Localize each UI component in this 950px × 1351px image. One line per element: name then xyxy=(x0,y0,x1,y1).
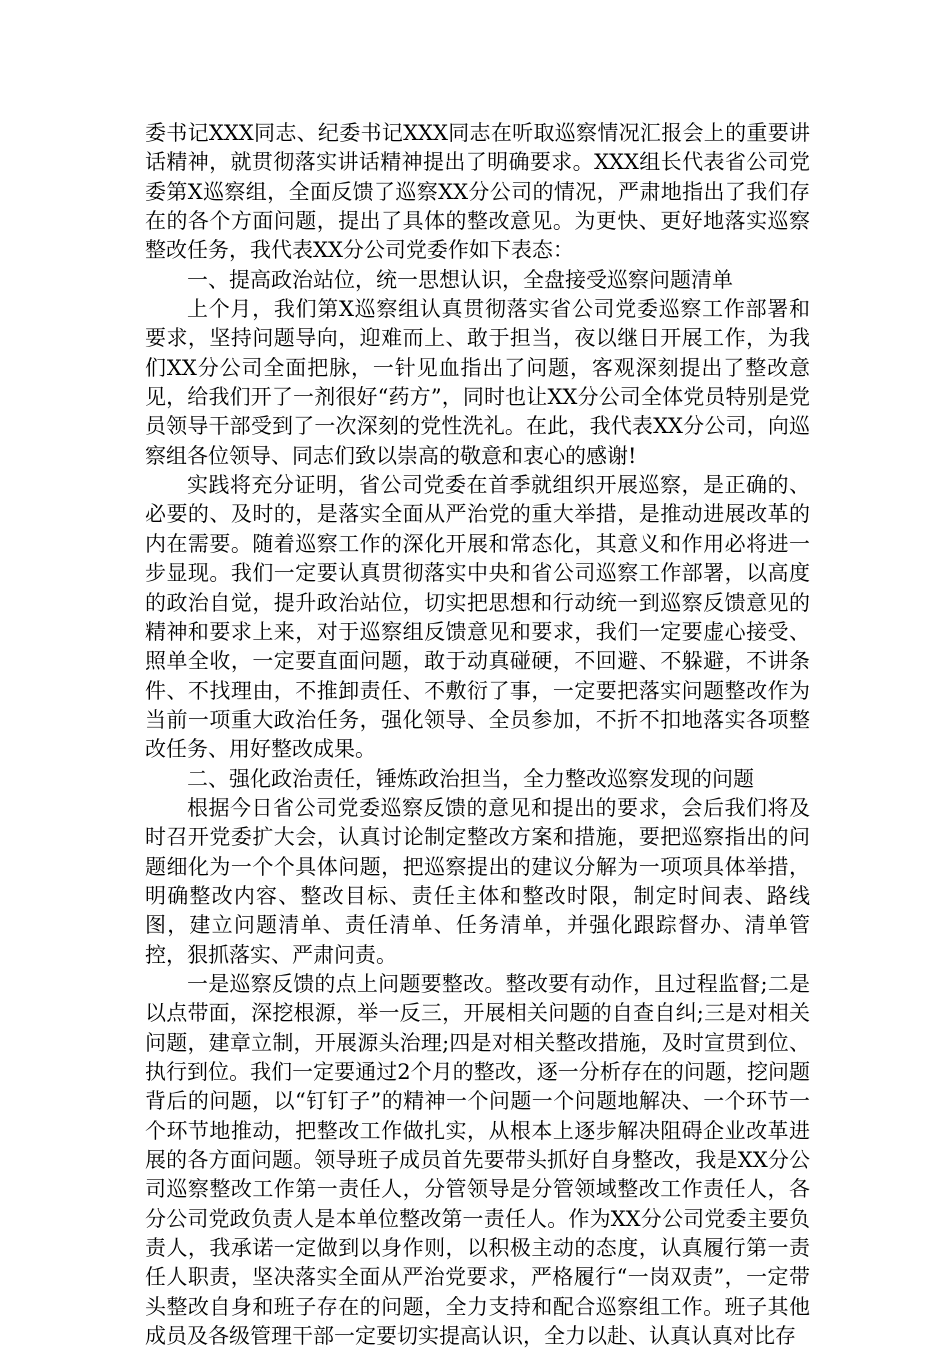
document-body xyxy=(145,119,810,1351)
paragraph-plan: 根据今日省公司党委巡察反馈的意见和提出的要求，会后我们将及时召开党委扩大会，认真讨论制定整改方案和措施，要把巡察指出的问题细化为一个个具体问题，把巡察提出的建议分解为一项项具体举措，明确整改内容、整改目标、责任主体和整改时限，制定时间表、路线图，建立问题清单、责任清单、任务清单，并强化跟踪督办、清单管控，狠抓落实、严肃问责。 xyxy=(145,795,810,967)
section-heading-1: 一、提高政治站位，统一思想认识，全盘接受巡察问题清单 xyxy=(187,267,733,292)
paragraph-thanks: 上个月，我们第X巡察组认真贯彻落实省公司党委巡察工作部署和要求，坚持问题导向，迎难而上、敢于担当，夜以继日开展工作，为我们XX分公司全面把脉，一针见血指出了问题，客观深刻提出了整改意见，给我们开了一剂很好“药方”，同时也让XX分公司全体党员特别是党员领导干部受到了一次深刻的党性洗礼。在此，我代表XX分公司，向巡察组各位领导、同志们致以崇高的敬意和衷心的感谢! xyxy=(145,297,810,468)
paragraph-rectification: 一是巡察反馈的点上问题要整改。整改要有动作，且过程监督;二是以点带面，深挖根源，举一反三，开展相关问题的自查自纠;三是对相关问题，建章立制，开展源头治理;四是对相关整改措施，及时宣贯到位、执行到位。我们一定要通过2个月的整改，逐一分析存在的问题，挖问题背后的问题，以“钉钉子”的精神一个问题一个问题地解决、一个环节一个环节地推动，把整改工作做扎实，从根本上逐步解决阻碍企业改革进展的各方面问题。领导班子成员首先要带头抓好自身整改，我是XX分公司巡察整改工作第一责任人，分管领导是分管领域整改工作责任人，各分公司党政负责人是本单位整改第一责任人。作为XX分公司党委主要负责人，我承诺一定做到以身作则，以积极主动的态度，认真履行第一责任人职责，坚决落实全面从严治党要求，严格履行“一岗双责”，一定带头整改自身和班子存在的问题，全力支持和配合巡察组工作。班子其他成员及各级管理干部一定要切实提高认识，全力以赴、认真认真对比存 xyxy=(145,971,810,1349)
paragraph-intro: 委书记XXX同志、纪委书记XXX同志在听取巡察情况汇报会上的重要讲话精神，就贯彻落实讲话精神提出了明确要求。XXX组长代表省公司党委第X巡察组，全面反馈了巡察XX分公司的情况，严肃地指出了我们存在的各个方面问题，提出了具体的整改意见。为更快、更好地落实巡察整改任务，我代表XX分公司党委作如下表态： xyxy=(145,121,810,263)
section-heading-2: 二、强化政治责任，锤炼政治担当，全力整改巡察发现的问题 xyxy=(187,766,754,791)
paragraph-practice: 实践将充分证明，省公司党委在首季就组织开展巡察，是正确的、必要的、及时的，是落实全面从严治党的重大举措，是推动进展改革的内在需要。随着巡察工作的深化开展和常态化，其意义和作用必将进一步显现。我们一定要认真贯彻落实中央和省公司巡察工作部署，以高度的政治自觉，提升政治站位，切实把思想和行动统一到巡察反馈意见的精神和要求上来，对于巡察组反馈意见和要求，我们一定要虚心接受、照单全收，一定要直面问题，敢于动真碰硬，不回避、不躲避，不讲条件、不找理由，不推卸责任、不敷衍了事，一定要把落实问题整改作为当前一项重大政治任务，强化领导、全员参加，不折不扣地落实各项整改任务、用好整改成果。 xyxy=(145,473,810,762)
